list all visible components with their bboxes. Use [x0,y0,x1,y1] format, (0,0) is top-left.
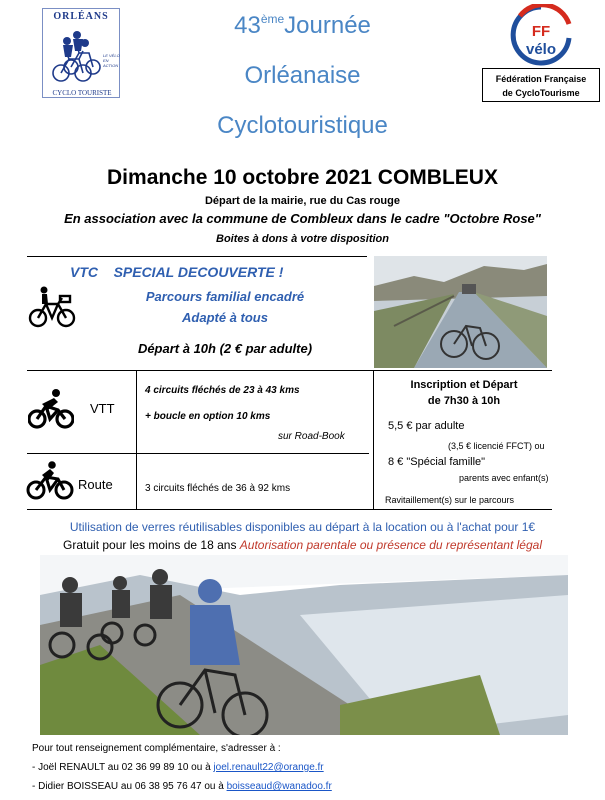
cyclists-illustration [49,23,105,85]
divider [27,256,367,257]
canal-photo [374,256,547,368]
route-label: Route [78,477,113,492]
vtt-bike-icon [28,388,74,430]
ffvelo-logo [506,4,576,66]
orleans-cyclo-logo [42,8,120,98]
contact-person-1: - Joël RENAULT au 02 36 99 89 10 ou à joel.renault22@orange.fr [32,762,324,773]
inscription-title: Inscription et Départ de 7h30 à 10h [410,379,518,407]
route-bike-icon [26,461,74,501]
vtc-line-2: Adapté à tous [182,310,268,325]
vtt-boucle: + boucle en option 10 kms [145,411,271,422]
logo-side-text: LE VÉLO EN ACTION [103,53,120,68]
title-line-2: Orléanaise [244,62,361,89]
vtt-label: VTT [90,401,115,416]
title-line-1: 43èmeJournée [234,12,371,39]
divider [373,370,374,509]
departure-place: Départ de la mairie, rue du Cas rouge [204,195,400,207]
route-circuits: 3 circuits fléchés de 36 à 92 kms [145,483,291,494]
divider [27,370,552,371]
svg-text:FF: FF [531,23,551,40]
vtt-roadbook: sur Road-Book [278,431,345,442]
divider [27,453,369,454]
logo-subtitle: CYCLO TOURISTE [52,89,112,97]
ffct-caption: Fédération Française de CycloTourisme [482,68,600,102]
association-text: En association avec la commune de Combleux dans le cadre "Octobre Rose" [64,211,541,226]
contact-person-2: - Didier BOISSEAU au 06 38 95 76 47 ou à boisseaud@wanadoo.fr [32,781,332,792]
contact-intro: Pour tout renseignement complémentaire, s'adresser à : [32,743,281,754]
family-note: parents avec enfant(s) [459,473,549,483]
verres-note: Utilisation de verres réutilisables disponibles au départ à la location ou à l'achat pour 1€ [69,520,536,534]
event-date: Dimanche 10 octobre 2021 COMBLEUX [107,166,498,189]
email-link-2[interactable]: boisseaud@wanadoo.fr [226,781,332,792]
vtt-circuits: 4 circuits fléchés de 23 à 43 kms [145,385,300,396]
gratuit-note: Gratuit pour les moins de 18 ans Autorisation parentale ou présence du représentant légal [63,538,542,552]
logo-name: ORLÉANS [53,11,109,22]
divider [27,509,552,510]
vtc-bike-icon [28,286,76,328]
riders-photo [40,555,568,735]
title-line-3: Cyclotouristique [217,112,388,139]
vtc-line-1: Parcours familial encadré [145,289,305,304]
divider [136,370,137,509]
price-licence: (3,5 € licencié FFCT) ou [448,441,545,451]
price-adult: 5,5 € par adulte [388,420,465,432]
email-link-1[interactable]: joel.renault22@orange.fr [213,762,324,773]
ravitaillement: Ravitaillement(s) sur le parcours [385,495,515,505]
svg-text:vélo: vélo [525,41,557,58]
donation-text: Boites à dons à votre disposition [216,233,389,245]
price-family: 8 € "Spécial famille" [388,456,486,468]
vtc-departure: Départ à 10h (2 € par adulte) [137,341,313,356]
vtc-header: VTC SPECIAL DECOUVERTE ! [70,264,284,280]
